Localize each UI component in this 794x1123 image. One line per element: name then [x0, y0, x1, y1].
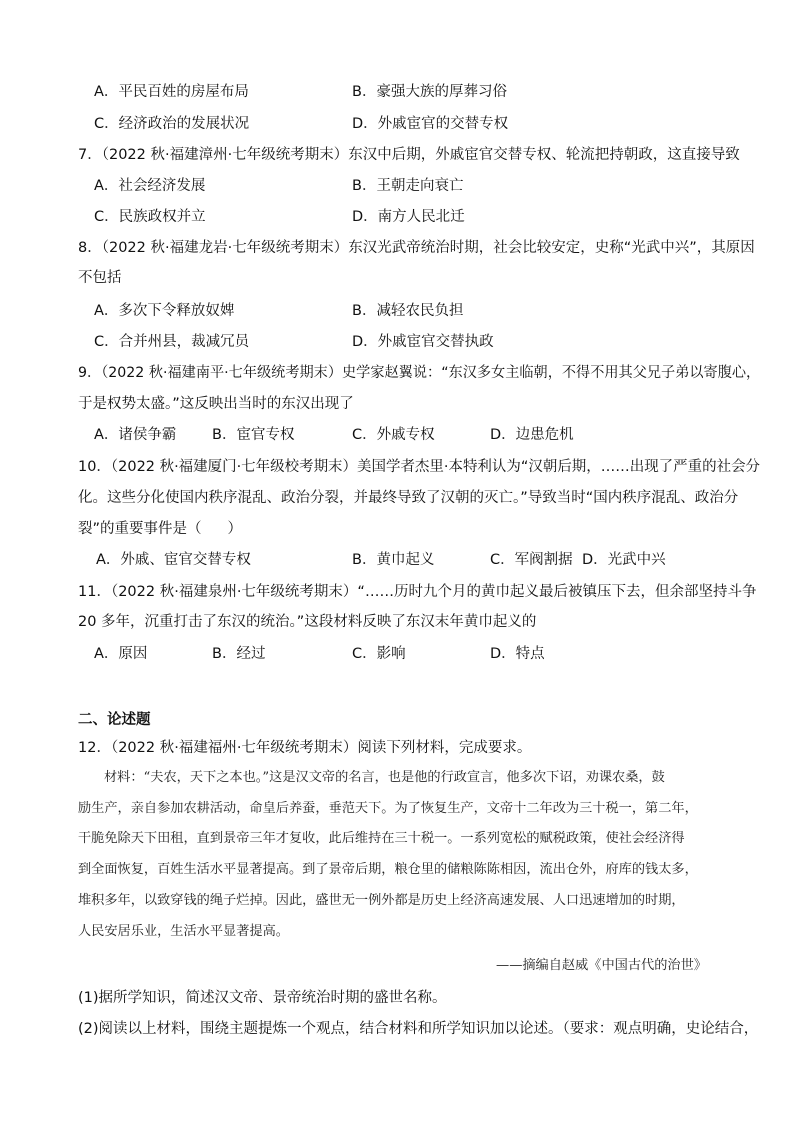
q9-option-a: A．诸侯争霸 [94, 427, 177, 443]
q12-requirement-1: (1)据所学知识，简述汉文帝、景帝统治时期的盛世名称。 [78, 990, 447, 1006]
q7-option-d: D．南方人民北迁 [352, 209, 465, 225]
q9-stem-line1: 9．（2022 秋·福建南平·七年级统考期末）史学家赵翼说：“东汉多女主临朝，不得不用其父兄子弟以寄腹心， [78, 365, 761, 381]
q11-option-a: A．原因 [94, 646, 148, 662]
q10-stem-line2: 化。这些分化使国内秩序混乱、政治分裂，并最终导致了汉朝的灭亡。”导致当时“国内秩序混乱、政治分 [78, 490, 739, 506]
material-line: 堆积多年，以致穿钱的绳子烂掉。因此，盛世无一例外都是历史上经济高速发展、人口迅速增加的时期， [78, 893, 685, 908]
q8-option-d: D．外戚宦官交替执政 [352, 334, 494, 350]
q6-option-b: B．豪强大族的厚葬习俗 [352, 84, 507, 100]
q10-stem-line3-text: 裂”的重要事件是（ [78, 521, 202, 537]
material-line: 到全面恢复，百姓生活水平显著提高。到了景帝后期，粮仓里的储粮陈陈相因，流出仓外，府库的钱太多， [78, 862, 698, 877]
material-line: 人民安居乐业，生活水平显著提高。 [78, 924, 289, 939]
q7-option-a: A．社会经济发展 [94, 178, 206, 194]
q10-stem-line1: 10．（2022 秋·福建厦门·七年级校考期末）美国学者杰里·本特利认为“汉朝后期，……出现了严重的社会分 [78, 459, 761, 475]
q8-option-b: B．减轻农民负担 [352, 303, 464, 319]
q6-option-c: C．经济政治的发展状况 [94, 116, 250, 132]
q12-requirement-2: (2)阅读以上材料，围绕主题提炼一个观点，结合材料和所学知识加以论述。（要求：观点明确，史论结合， [78, 1021, 759, 1037]
q10-option-b: B．黄巾起义 [352, 552, 435, 568]
q6-option-a: A．平民百姓的房屋布局 [94, 84, 249, 100]
q10-option-a: A．外戚、宦官交替专权 [96, 552, 251, 568]
q10-stem-line3-close: ） [227, 521, 243, 537]
q10-option-c: C．军阀割据 [490, 552, 573, 568]
q8-stem-line2: 不包括 [78, 270, 122, 286]
q10-option-d: D．光武中兴 [582, 552, 666, 568]
q8-stem-line1: 8．（2022 秋·福建龙岩·七年级统考期末）东汉光武帝统治时期，社会比较安定，史称“光武中兴”，其原因 [78, 240, 755, 256]
material-line: 材料：“夫农，天下之本也。”这是汉文帝的名言，也是他的行政宣言，他多次下诏，劝课农桑，鼓 [104, 770, 665, 785]
q7-stem: 7．（2022 秋·福建漳州·七年级统考期末）东汉中后期，外戚宦官交替专权、轮流把持朝政，这直接导致 [78, 147, 740, 163]
q9-option-c: C．外戚专权 [352, 427, 435, 443]
q7-option-b: B．王朝走向衰亡 [352, 178, 464, 194]
material-line: 励生产，亲自参加农耕活动，命皇后养蚕，垂范天下。为了恢复生产，文帝十二年改为三十税一，第二年， [78, 801, 698, 816]
q7-option-c: C．民族政权并立 [94, 209, 206, 225]
q11-stem-line2: 20 多年，沉重打击了东汉的统治。”这段材料反映了东汉末年黄巾起义的 [78, 614, 537, 630]
q10-stem-line3 [78, 519, 242, 539]
section-heading: 二、论述题 [78, 712, 151, 728]
q9-stem-line2: 于是权势太盛。”这反映出当时的东汉出现了 [78, 396, 354, 412]
q11-option-b: B．经过 [212, 646, 266, 662]
q12-stem: 12．（2022 秋·福建福州·七年级统考期末）阅读下列材料，完成要求。 [78, 740, 532, 756]
material-line: 干脆免除天下田租，直到景帝三年才复收，此后维持在三十税一。一系列宽松的赋税政策，使社会经济得 [78, 831, 685, 846]
q9-option-d: D．边患危机 [490, 427, 574, 443]
q11-option-c: C．影响 [352, 646, 406, 662]
q11-stem-line1: 11．（2022 秋·福建泉州·七年级统考期末）“……历时九个月的黄巾起义最后被镇压下去，但余部坚持斗争 [78, 584, 757, 600]
q8-option-a: A．多次下令释放奴婢 [94, 303, 235, 319]
q11-option-d: D．特点 [490, 646, 545, 662]
material-source: ——摘编自赵威《中国古代的治世》 [496, 958, 707, 973]
q8-option-c: C．合并州县，裁减冗员 [94, 334, 250, 350]
q9-option-b: B．宦官专权 [212, 427, 295, 443]
q6-option-d: D．外戚宦官的交替专权 [352, 116, 509, 132]
